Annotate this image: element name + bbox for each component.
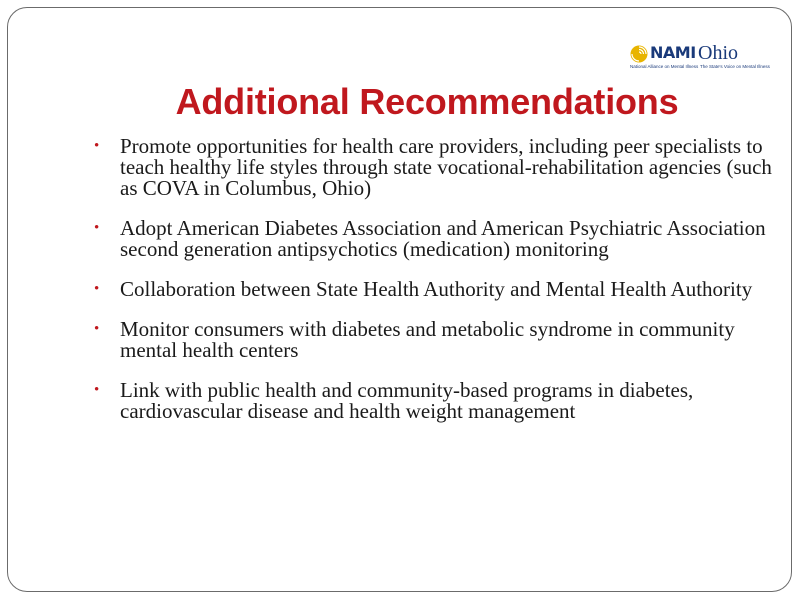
bullet-text: Monitor consumers with diabetes and metabolic syndrome in community mental health centers [120, 317, 735, 362]
bullet-list [94, 136, 774, 441]
bullet-item [94, 279, 774, 300]
bullet-text: Link with public health and community-based programs in diabetes, cardiovascular disease and health weight management [120, 378, 694, 423]
logo-tagline-right: The State's Voice on Mental Illness [700, 64, 770, 69]
bullet-icon: • [94, 382, 100, 398]
nami-sunburst-icon [630, 45, 648, 63]
bullet-icon: • [94, 281, 100, 297]
logo-tagline-left: National Alliance on Mental Illness [630, 64, 699, 69]
bullet-icon: • [94, 138, 100, 154]
bullet-item [94, 319, 774, 361]
bullet-icon: • [94, 321, 100, 337]
bullet-text: Promote opportunities for health care providers, including peer specialists to teach healthy life styles through state vocational-rehabilitation agencies (such as COVA in Columbus, Ohio) [120, 134, 772, 200]
bullet-icon: • [94, 220, 100, 236]
nami-ohio-logo [630, 42, 770, 72]
logo-brand-text: NAMI [650, 43, 696, 62]
bullet-item [94, 136, 774, 199]
slide-title: Additional Recommendations [175, 81, 679, 122]
bullet-text: Adopt American Diabetes Association and American Psychiatric Association second generation antipsychotics (medication) monitoring [120, 216, 766, 261]
bullet-text: Collaboration between State Health Authority and Mental Health Authority [120, 277, 753, 301]
logo-state-text: Ohio [698, 42, 738, 64]
slide-frame [7, 7, 792, 592]
bullet-item [94, 380, 774, 422]
bullet-item [94, 218, 774, 260]
